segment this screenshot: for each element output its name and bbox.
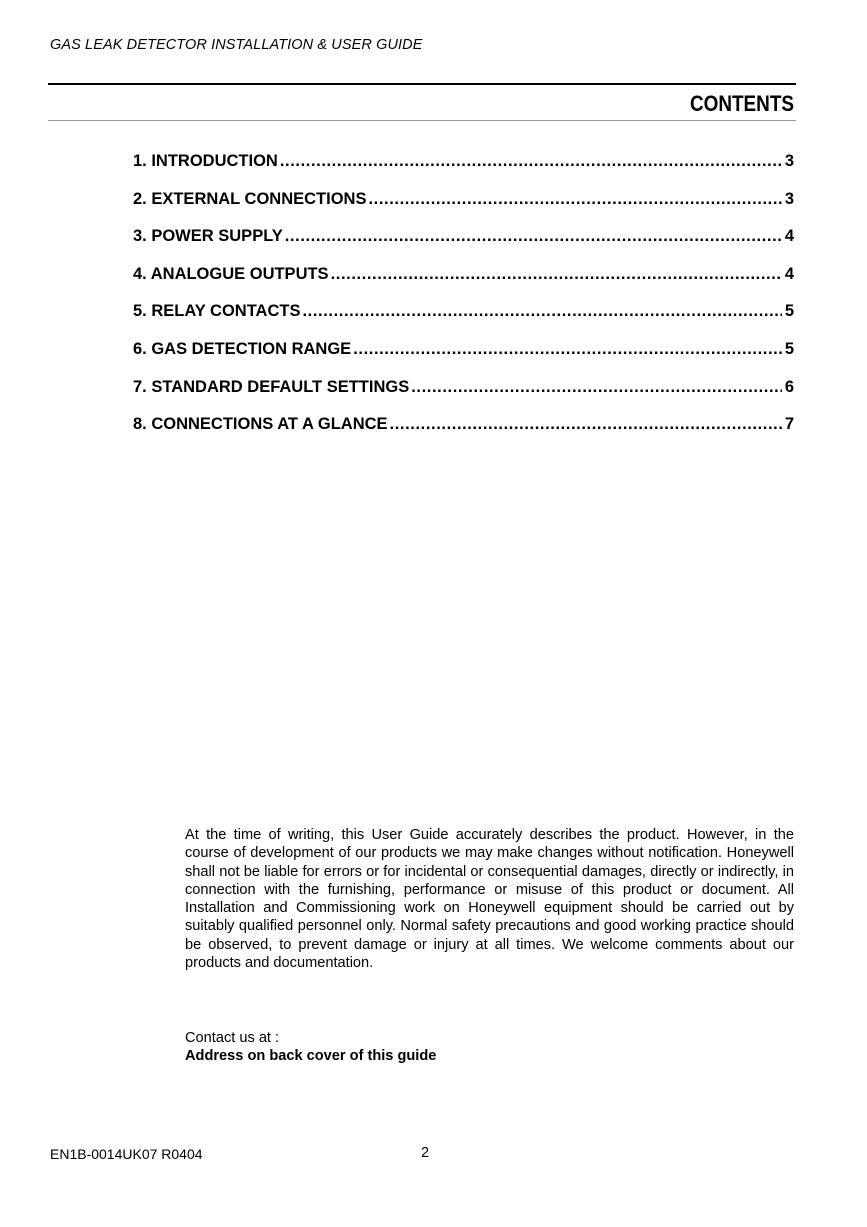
contact-address: Address on back cover of this guide — [185, 1048, 437, 1064]
toc-entry-page: 5 — [784, 339, 794, 358]
title-underline — [48, 120, 796, 121]
toc-entry-page: 7 — [784, 415, 794, 434]
toc-dot-leader — [353, 340, 782, 359]
toc-dot-leader — [302, 302, 781, 321]
contact-label: Contact us at : — [185, 1030, 280, 1046]
toc-entry-label: 6. GAS DETECTION RANGE — [133, 339, 352, 358]
toc-entry-page: 5 — [784, 302, 794, 321]
toc-entry-introduction[interactable] — [133, 152, 794, 190]
toc-entry-label: 7. STANDARD DEFAULT SETTINGS — [133, 377, 410, 396]
running-header: GAS LEAK DETECTOR INSTALLATION & USER GUIDE — [50, 37, 423, 53]
toc-entry-gas-detection-range[interactable] — [133, 340, 794, 378]
document-code: EN1B-0014UK07 R0404 — [50, 1146, 203, 1162]
toc-entry-page: 4 — [784, 264, 794, 283]
toc-entry-page: 3 — [784, 189, 794, 208]
table-of-contents — [133, 152, 794, 453]
toc-dot-leader — [368, 190, 781, 209]
toc-entry-label: 5. RELAY CONTACTS — [133, 302, 301, 321]
toc-dot-leader — [390, 415, 782, 434]
toc-entry-label: 4. ANALOGUE OUTPUTS — [133, 264, 329, 283]
contents-title: CONTENTS — [689, 91, 794, 116]
disclaimer-paragraph: At the time of writing, this User Guide accurately describes the product. However, in the course of development of our products we may make changes without notification. Honeywell shall not be liable for errors or for incidental or consequential damages, directly or indirectly, in connection with the furnishing, performance or misuse of this product or document. All Installation and Commissioning work on Honeywell equipment should be carried out by suitably qualified personnel only. Normal safety precautions and good working practice should be observed, to prevent damage or injury at all times. We welcome comments about our products and documentation. — [185, 827, 794, 972]
toc-entry-page: 6 — [784, 377, 794, 396]
toc-entry-page: 3 — [784, 152, 794, 170]
toc-dot-leader — [411, 378, 782, 397]
toc-entry-page: 4 — [784, 227, 794, 246]
header-rule — [48, 83, 796, 85]
toc-entry-connections-at-a-glance[interactable] — [133, 415, 794, 453]
toc-entry-power-supply[interactable] — [133, 227, 794, 265]
toc-dot-leader — [331, 265, 782, 284]
toc-dot-leader — [280, 152, 782, 171]
toc-entry-external-connections[interactable] — [133, 190, 794, 228]
toc-entry-label: 2. EXTERNAL CONNECTIONS — [133, 189, 367, 208]
toc-entry-standard-default-settings[interactable] — [133, 378, 794, 416]
toc-entry-relay-contacts[interactable] — [133, 302, 794, 340]
toc-entry-analogue-outputs[interactable] — [133, 265, 794, 303]
toc-dot-leader — [285, 227, 782, 246]
toc-entry-label: 3. POWER SUPPLY — [133, 227, 283, 246]
toc-entry-label: 8. CONNECTIONS AT A GLANCE — [133, 415, 388, 434]
toc-entry-label: 1. INTRODUCTION — [133, 152, 278, 170]
page-number: 2 — [421, 1145, 430, 1161]
